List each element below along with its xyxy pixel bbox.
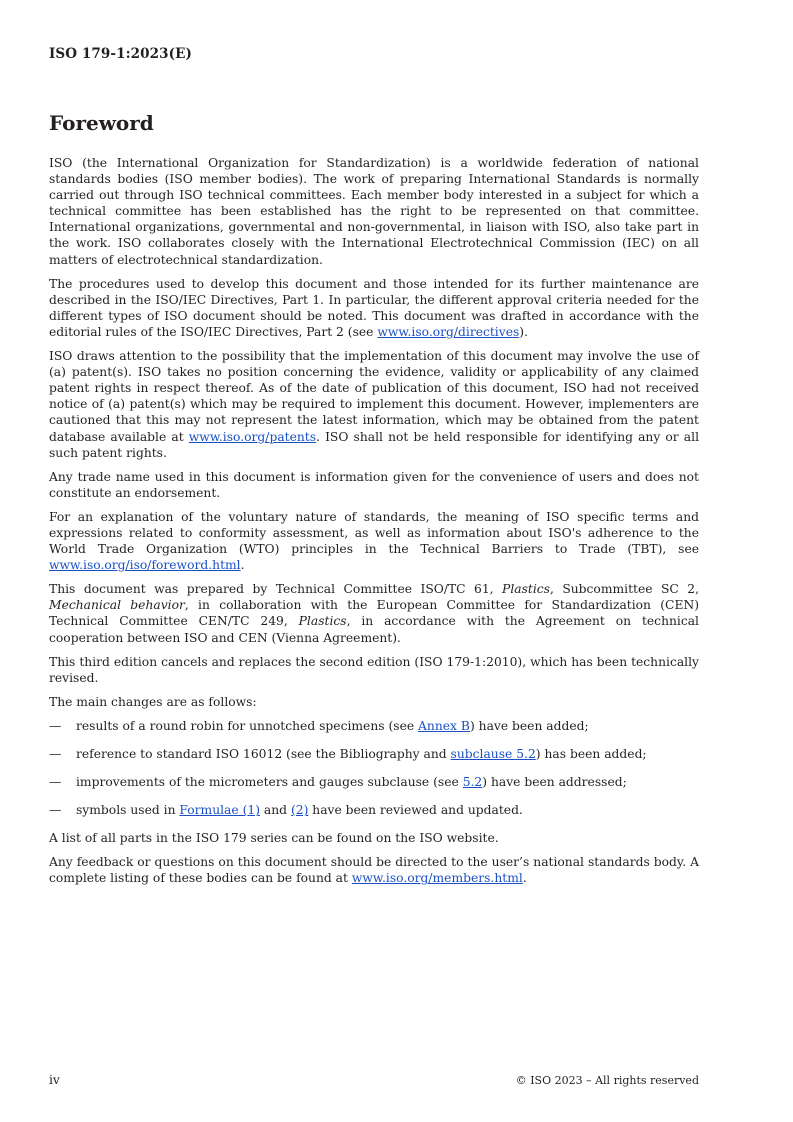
foreword-body [49,155,699,887]
list-text: and [260,803,291,818]
list-text: improvements of the micrometers and gauges subclause (see [76,775,463,790]
annex-b-link[interactable]: Annex B [418,718,470,733]
italic-term: Plastics [298,614,347,629]
italic-term: Plastics [502,582,550,597]
patents-link[interactable]: www.iso.org/patents [188,429,317,444]
page-number: iv [49,1073,60,1087]
list-item [49,802,699,818]
paragraph-iso-intro: ISO (the International Organization for Standardization) is a worldwide federation of national standards bodies (ISO member bodies). The work of preparing International Standards is normally carried out through ISO technical committees. Each member body interested in a subject for which a technical committee has been established has the right to be represented on that committee. International organizations, governmental and non-governmental, in liaison with ISO, also take part in the work. ISO collaborates closely with the International Electrotechnical Commission (IEC) on all matters of electrotechnical standardization. [49,156,699,267]
paragraph-edition: This third edition cancels and replaces the second edition (ISO 179-1:2010), which has been technically revised. [49,654,699,685]
paragraph-feedback [49,854,699,886]
clause-5-2-link[interactable]: 5.2 [462,775,483,790]
paragraph-voluntary-nature [49,509,699,573]
list-item [49,746,699,762]
list-item [49,774,699,790]
paragraph-text: , in accordance with the Agreement on technical cooperation between ISO and CEN (Vienna Agreement). [49,614,699,645]
paragraph-text: ). [519,324,528,339]
formula-1-link[interactable]: Formulae (1) [179,803,260,818]
list-text: results of a round robin for unnotched specimens (see [76,718,419,733]
paragraph-text: . [522,871,527,886]
paragraph-patents [49,348,699,461]
list-dash: — [49,803,62,818]
paragraph-text: , Subcommittee SC 2, [549,582,699,597]
page-title: Foreword [49,111,154,135]
list-text: reference to standard ISO 16012 (see the Bibliography and [76,747,451,761]
changes-list [49,718,699,818]
paragraph-text: The procedures used to develop this document and those intended for its further maintenance are described in the ISO/IEC Directives, Part 1. In particular, the different approval criteria needed for the different types of ISO document should be noted. This document was drafted in accordance with the editorial rules of the ISO/IEC Directives, Part 2 (see [49,276,699,339]
foreword-link[interactable]: www.iso.org/iso/foreword.html [49,558,241,573]
paragraph-series-list: A list of all parts in the ISO 179 series can be found on the ISO website. [49,831,499,846]
paragraph-text: , in collaboration with the European Committee for Standardization (CEN) Technical Committee CEN/TC 249, [49,598,699,629]
formula-2-link[interactable]: (2) [290,803,309,818]
members-link[interactable]: www.iso.org/members.html [351,871,523,886]
document-id-header: ISO 179-1:2023(E) [49,46,193,62]
subclause-5-2-link[interactable]: subclause 5.2 [450,747,536,761]
paragraph-text: . [240,558,245,573]
paragraph-main-changes-intro: The main changes are as follows: [49,694,257,709]
copyright-notice: © ISO 2023 – All rights reserved [515,1074,699,1087]
paragraph-text: Any feedback or questions on this document should be directed to the user’s national standards body. A complete listing of these bodies can be found at [49,855,699,886]
paragraph-committee [49,581,699,645]
paragraph-trade-name: Any trade name used in this document is information given for the convenience of users and does not constitute an endorsement. [49,469,699,500]
list-dash: — [49,775,62,790]
list-text: ) have been addressed; [482,775,627,790]
list-dash: — [49,718,62,733]
list-text: have been reviewed and updated. [308,803,523,818]
paragraph-text: ISO draws attention to the possibility that the implementation of this document may involve the use of (a) patent(s). ISO takes no position concerning the evidence, validity or applicability of any claimed patent rights in respect thereof. As of the date of publication of this document, ISO had not received notice of (a) patent(s) which may be required to implement this document. However, implementers are cautioned that this may not represent the latest information, which may be obtained from the patent database available at [49,349,699,444]
list-dash: — [49,747,62,761]
list-text: ) have been added; [469,718,589,733]
paragraph-text: For an explanation of the voluntary nature of standards, the meaning of ISO specific terms and expressions related to conformity assessment, as well as information about ISO's adherence to the World Trade Organization (WTO) principles in the Technical Barriers to Trade (TBT), see [49,509,699,557]
list-text: symbols used in [76,803,180,818]
paragraph-text: . ISO shall not be held responsible for identifying any or all such patent rights. [49,429,699,460]
italic-term: Mechanical behavior [49,598,185,613]
paragraph-text: This document was prepared by Technical Committee ISO/TC 61, [49,582,503,597]
directives-link[interactable]: www.iso.org/directives [377,324,520,339]
list-item [49,718,699,734]
paragraph-procedures [49,276,699,340]
list-text: ) has been added; [535,747,647,761]
